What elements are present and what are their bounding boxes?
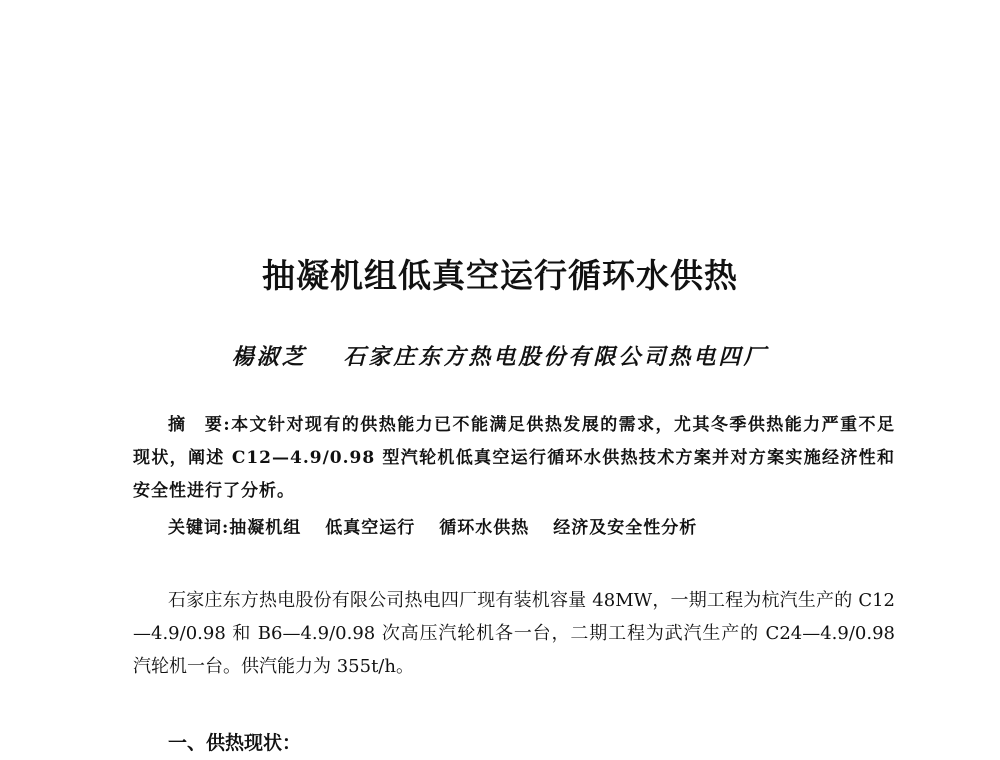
keyword-item: 循环水供热	[439, 518, 530, 538]
author-affiliation: 石家庄东方热电股份有限公司热电四厂	[343, 344, 769, 370]
abstract	[133, 409, 895, 508]
byline	[0, 340, 1000, 371]
paper-title: 抽凝机组低真空运行循环水供热	[262, 256, 738, 296]
keywords-label: 关键词	[168, 518, 222, 538]
keyword-item: 经济及安全性分析	[553, 518, 698, 538]
author-name: 楊淑芝	[231, 344, 307, 370]
abstract-label: 摘 要	[168, 415, 224, 435]
keywords-separator: :	[222, 518, 230, 538]
keywords	[168, 513, 721, 538]
abstract-text: :本文针对现有的供热能力已不能满足供热发展的需求，尤其冬季供热能力严重不足现状，阐述 C12—4.9/0.98 型汽轮机低真空运行循环水供热技术方案并对方案实施经济性和安全性进行了分析。	[133, 415, 896, 501]
keyword-item: 抽凝机组	[229, 518, 302, 538]
section-heading: 一、供热现状：	[168, 732, 302, 754]
keyword-item: 低真空运行	[325, 518, 416, 538]
body-paragraph: 石家庄东方热电股份有限公司热电四厂现有装机容量 48MW，一期工程为杭汽生产的 C12—4.9/0.98 和 B6—4.9/0.98 次高压汽轮机各一台，二期工程为武汽生产的 C24—4.9/0.98 汽轮机一台。供汽能力为 355t/h。	[133, 590, 895, 677]
